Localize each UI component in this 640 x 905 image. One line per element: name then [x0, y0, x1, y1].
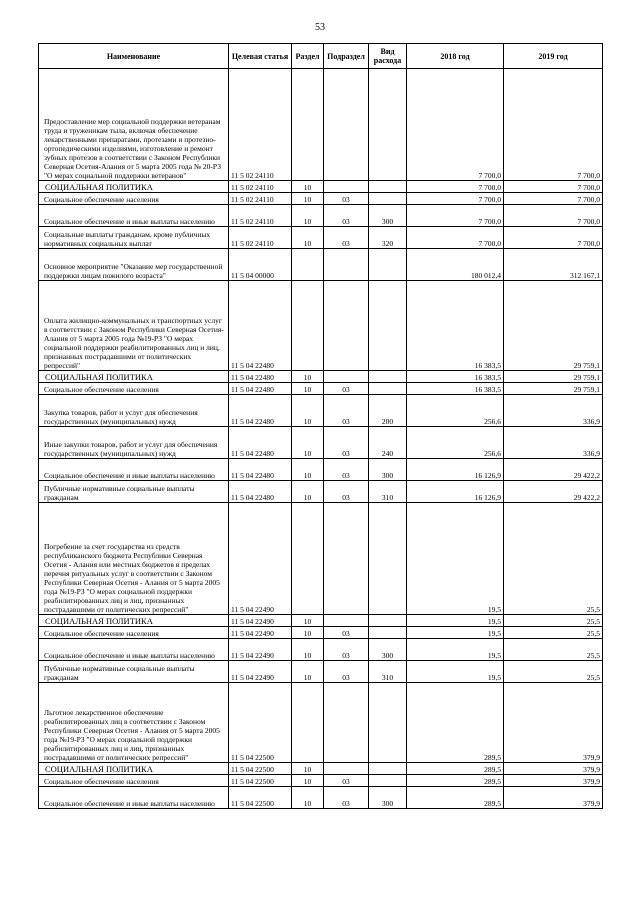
- cell-name: Социальное обеспечение и иные выплаты населению: [39, 205, 229, 227]
- cell-y2019: 7 700,0: [504, 181, 603, 193]
- cell-y2019: 379,9: [504, 787, 603, 809]
- cell-y2019: 29 759,1: [504, 281, 603, 371]
- cell-expense-type: 300: [369, 205, 407, 227]
- cell-y2019: 7 700,0: [504, 227, 603, 249]
- cell-subsection: [324, 249, 369, 281]
- cell-y2019: 25,5: [504, 627, 603, 639]
- cell-y2018: 180 012,4: [407, 249, 504, 281]
- cell-y2019: 25,5: [504, 661, 603, 683]
- header-article: Целевая статья: [229, 44, 292, 69]
- cell-section: 10: [292, 763, 324, 775]
- cell-article: 11 5 04 22500: [229, 787, 292, 809]
- cell-article: 11 5 04 22500: [229, 775, 292, 787]
- cell-article: 11 5 04 22480: [229, 481, 292, 503]
- cell-subsection: 03: [324, 193, 369, 205]
- cell-section: 10: [292, 205, 324, 227]
- cell-expense-type: 320: [369, 227, 407, 249]
- cell-subsection: [324, 683, 369, 763]
- cell-article: 11 5 04 22480: [229, 281, 292, 371]
- header-2018: 2018 год: [407, 44, 504, 69]
- cell-expense-type: [369, 383, 407, 395]
- cell-name: СОЦИАЛЬНАЯ ПОЛИТИКА: [39, 615, 229, 627]
- cell-article: 11 5 04 22480: [229, 427, 292, 459]
- table-header-row: [39, 44, 603, 69]
- table-row: [39, 193, 603, 205]
- cell-expense-type: [369, 371, 407, 383]
- cell-section: 10: [292, 383, 324, 395]
- cell-expense-type: [369, 775, 407, 787]
- table-row: [39, 459, 603, 481]
- cell-section: 10: [292, 181, 324, 193]
- cell-section: 10: [292, 395, 324, 427]
- cell-article: 11 5 04 22480: [229, 459, 292, 481]
- cell-name: Социальное обеспечение населения: [39, 775, 229, 787]
- cell-subsection: [324, 763, 369, 775]
- cell-expense-type: [369, 683, 407, 763]
- cell-section: 10: [292, 459, 324, 481]
- cell-article: 11 5 04 22480: [229, 395, 292, 427]
- table-row: [39, 503, 603, 615]
- cell-name: Социальное обеспечение и иные выплаты населению: [39, 639, 229, 661]
- cell-subsection: 03: [324, 227, 369, 249]
- page-number: 53: [315, 22, 325, 33]
- cell-name: Социальные выплаты гражданам, кроме публичных нормативных социальных выплат: [39, 227, 229, 249]
- cell-y2019: 25,5: [504, 639, 603, 661]
- table-row: [39, 371, 603, 383]
- cell-y2019: 336,9: [504, 395, 603, 427]
- cell-y2018: 7 700,0: [407, 69, 504, 181]
- cell-y2019: 379,9: [504, 775, 603, 787]
- cell-subsection: 03: [324, 787, 369, 809]
- cell-y2018: 19,5: [407, 615, 504, 627]
- header-2019: 2019 год: [504, 44, 603, 69]
- cell-subsection: [324, 281, 369, 371]
- cell-y2018: 16 126,9: [407, 459, 504, 481]
- cell-name: Социальное обеспечение населения: [39, 383, 229, 395]
- cell-y2019: 29 422,2: [504, 459, 603, 481]
- table-row: [39, 181, 603, 193]
- cell-y2018: 7 700,0: [407, 205, 504, 227]
- cell-expense-type: 300: [369, 459, 407, 481]
- cell-section: 10: [292, 787, 324, 809]
- cell-article: 11 5 04 22500: [229, 683, 292, 763]
- cell-section: [292, 503, 324, 615]
- cell-article: 11 5 04 22490: [229, 503, 292, 615]
- table-row: [39, 661, 603, 683]
- cell-subsection: 03: [324, 661, 369, 683]
- cell-y2018: 16 126,9: [407, 481, 504, 503]
- cell-subsection: 03: [324, 627, 369, 639]
- cell-subsection: [324, 371, 369, 383]
- cell-expense-type: [369, 193, 407, 205]
- cell-y2018: 7 700,0: [407, 193, 504, 205]
- cell-expense-type: [369, 281, 407, 371]
- cell-article: 11 5 04 22490: [229, 615, 292, 627]
- cell-article: 11 5 04 22490: [229, 661, 292, 683]
- header-subsection: Подраздел: [324, 44, 369, 69]
- cell-article: 11 5 02 24110: [229, 69, 292, 181]
- cell-y2018: 16 383,5: [407, 281, 504, 371]
- cell-article: 11 5 04 22480: [229, 371, 292, 383]
- table-row: [39, 775, 603, 787]
- table-row: [39, 395, 603, 427]
- cell-article: 11 5 04 22480: [229, 383, 292, 395]
- cell-article: 11 5 02 24110: [229, 193, 292, 205]
- cell-name: Социальное обеспечение и иные выплаты населению: [39, 459, 229, 481]
- cell-section: [292, 683, 324, 763]
- table-row: [39, 427, 603, 459]
- cell-subsection: [324, 615, 369, 627]
- cell-section: [292, 281, 324, 371]
- table-row: [39, 683, 603, 763]
- cell-subsection: 03: [324, 383, 369, 395]
- cell-section: 10: [292, 627, 324, 639]
- cell-y2018: 7 700,0: [407, 227, 504, 249]
- cell-name: Закупка товаров, работ и услуг для обеспечения государственных (муниципальных) нужд: [39, 395, 229, 427]
- cell-name: Социальное обеспечение населения: [39, 627, 229, 639]
- header-name: Наименование: [39, 44, 229, 69]
- cell-y2019: 25,5: [504, 503, 603, 615]
- cell-expense-type: [369, 615, 407, 627]
- cell-expense-type: [369, 503, 407, 615]
- cell-subsection: 03: [324, 775, 369, 787]
- cell-subsection: 03: [324, 427, 369, 459]
- cell-section: 10: [292, 615, 324, 627]
- cell-name: Основное мероприятие "Оказание мер государственной поддержки лицам пожилого возраста": [39, 249, 229, 281]
- cell-y2018: 289,5: [407, 763, 504, 775]
- cell-y2019: 29 759,1: [504, 371, 603, 383]
- cell-expense-type: [369, 627, 407, 639]
- cell-section: 10: [292, 427, 324, 459]
- table-row: [39, 639, 603, 661]
- cell-y2019: 25,5: [504, 615, 603, 627]
- cell-y2019: 7 700,0: [504, 69, 603, 181]
- cell-section: 10: [292, 661, 324, 683]
- cell-expense-type: 300: [369, 639, 407, 661]
- table-row: [39, 481, 603, 503]
- cell-name: СОЦИАЛЬНАЯ ПОЛИТИКА: [39, 371, 229, 383]
- cell-expense-type: 200: [369, 395, 407, 427]
- cell-y2018: 19,5: [407, 627, 504, 639]
- budget-table: [38, 43, 603, 809]
- cell-expense-type: [369, 249, 407, 281]
- cell-y2018: 16 383,5: [407, 371, 504, 383]
- cell-expense-type: 240: [369, 427, 407, 459]
- cell-y2018: 7 700,0: [407, 181, 504, 193]
- cell-expense-type: [369, 69, 407, 181]
- cell-section: [292, 69, 324, 181]
- cell-article: 11 5 04 22490: [229, 627, 292, 639]
- cell-name: Льготное лекарственное обеспечение реабилитированных лиц в соответствии с Законом Республики Северная Осетия - Алания от 5 марта 2005 года №19-РЗ "О мерах социальной поддержки реабилитированных лиц и лиц, признанных пострадавшими от политических репрессий": [39, 683, 229, 763]
- cell-y2018: 19,5: [407, 639, 504, 661]
- cell-y2019: 29 759,1: [504, 383, 603, 395]
- cell-y2019: 336,9: [504, 427, 603, 459]
- table-row: [39, 205, 603, 227]
- cell-y2018: 256,6: [407, 395, 504, 427]
- cell-y2018: 256,6: [407, 427, 504, 459]
- cell-article: 11 5 02 24110: [229, 227, 292, 249]
- cell-subsection: [324, 181, 369, 193]
- cell-article: 11 5 02 24110: [229, 205, 292, 227]
- header-section: Раздел: [292, 44, 324, 69]
- cell-subsection: 03: [324, 205, 369, 227]
- cell-y2019: 7 700,0: [504, 193, 603, 205]
- cell-name: Оплата жилищно-коммунальных и транспортных услуг в соответствии с Законом Республики Северная Осетия-Алания от 5 марта 2005 года №19-РЗ "О мерах социальной поддержки реабилитированных лиц и лиц, признанных пострадавшими от политических репрессий": [39, 281, 229, 371]
- cell-section: 10: [292, 481, 324, 503]
- cell-name: Погребение за счет государства из средств республиканского бюджета Республики Северная Осетия - Алания или местных бюджетов в пределах перечня ритуальных услуг в соответствии с Законом Республики Северная Осетия - Алания от 5 марта 2005 года №19-РЗ "О мерах социальной поддержки реабилитированных лиц и лиц, признанных пострадавшими от политических репрессий": [39, 503, 229, 615]
- cell-subsection: 03: [324, 395, 369, 427]
- cell-y2018: 16 383,5: [407, 383, 504, 395]
- table-row: [39, 383, 603, 395]
- cell-expense-type: [369, 763, 407, 775]
- cell-y2019: 379,9: [504, 683, 603, 763]
- cell-name: СОЦИАЛЬНАЯ ПОЛИТИКА: [39, 763, 229, 775]
- cell-name: СОЦИАЛЬНАЯ ПОЛИТИКА: [39, 181, 229, 193]
- cell-subsection: 03: [324, 459, 369, 481]
- cell-name: Социальное обеспечение и иные выплаты населению: [39, 787, 229, 809]
- table-row: [39, 227, 603, 249]
- table-row: [39, 281, 603, 371]
- cell-y2019: 29 422,2: [504, 481, 603, 503]
- cell-subsection: 03: [324, 639, 369, 661]
- cell-subsection: [324, 69, 369, 181]
- cell-y2019: 312 167,1: [504, 249, 603, 281]
- cell-section: 10: [292, 193, 324, 205]
- cell-name: Публичные нормативные социальные выплаты гражданам: [39, 481, 229, 503]
- header-expense-type: Вид расхода: [369, 44, 407, 69]
- cell-article: 11 5 04 22490: [229, 639, 292, 661]
- table-row: [39, 69, 603, 181]
- table-row: [39, 249, 603, 281]
- cell-expense-type: 300: [369, 787, 407, 809]
- table-row: [39, 615, 603, 627]
- cell-section: [292, 249, 324, 281]
- cell-subsection: [324, 503, 369, 615]
- cell-expense-type: 310: [369, 481, 407, 503]
- cell-article: 11 5 04 22500: [229, 763, 292, 775]
- cell-expense-type: [369, 181, 407, 193]
- cell-y2018: 19,5: [407, 661, 504, 683]
- table-row: [39, 787, 603, 809]
- cell-name: Предоставление мер социальной поддержки ветеранам труда и труженикам тыла, включая обеспечение лекарственными препаратами, протезами и протезно-ортопедическими изделиями, изготовление и ремонт зубных протезов в соответствии с Законом Республики Северная Осетия-Алания от 5 марта 2005 года № 20-РЗ "О мерах социальной поддержки ветеранов": [39, 69, 229, 181]
- cell-y2019: 7 700,0: [504, 205, 603, 227]
- table-row: [39, 763, 603, 775]
- table-row: [39, 627, 603, 639]
- cell-section: 10: [292, 227, 324, 249]
- cell-y2018: 289,5: [407, 787, 504, 809]
- cell-y2018: 19,5: [407, 503, 504, 615]
- cell-article: 11 5 02 24110: [229, 181, 292, 193]
- cell-section: 10: [292, 371, 324, 383]
- cell-y2019: 379,9: [504, 763, 603, 775]
- cell-section: 10: [292, 639, 324, 661]
- cell-name: Иные закупки товаров, работ и услуг для обеспечения государственных (муниципальных) нужд: [39, 427, 229, 459]
- cell-name: Публичные нормативные социальные выплаты гражданам: [39, 661, 229, 683]
- cell-name: Социальное обеспечение населения: [39, 193, 229, 205]
- cell-expense-type: 310: [369, 661, 407, 683]
- cell-section: 10: [292, 775, 324, 787]
- cell-subsection: 03: [324, 481, 369, 503]
- cell-y2018: 289,5: [407, 683, 504, 763]
- cell-y2018: 289,5: [407, 775, 504, 787]
- cell-article: 11 5 04 00000: [229, 249, 292, 281]
